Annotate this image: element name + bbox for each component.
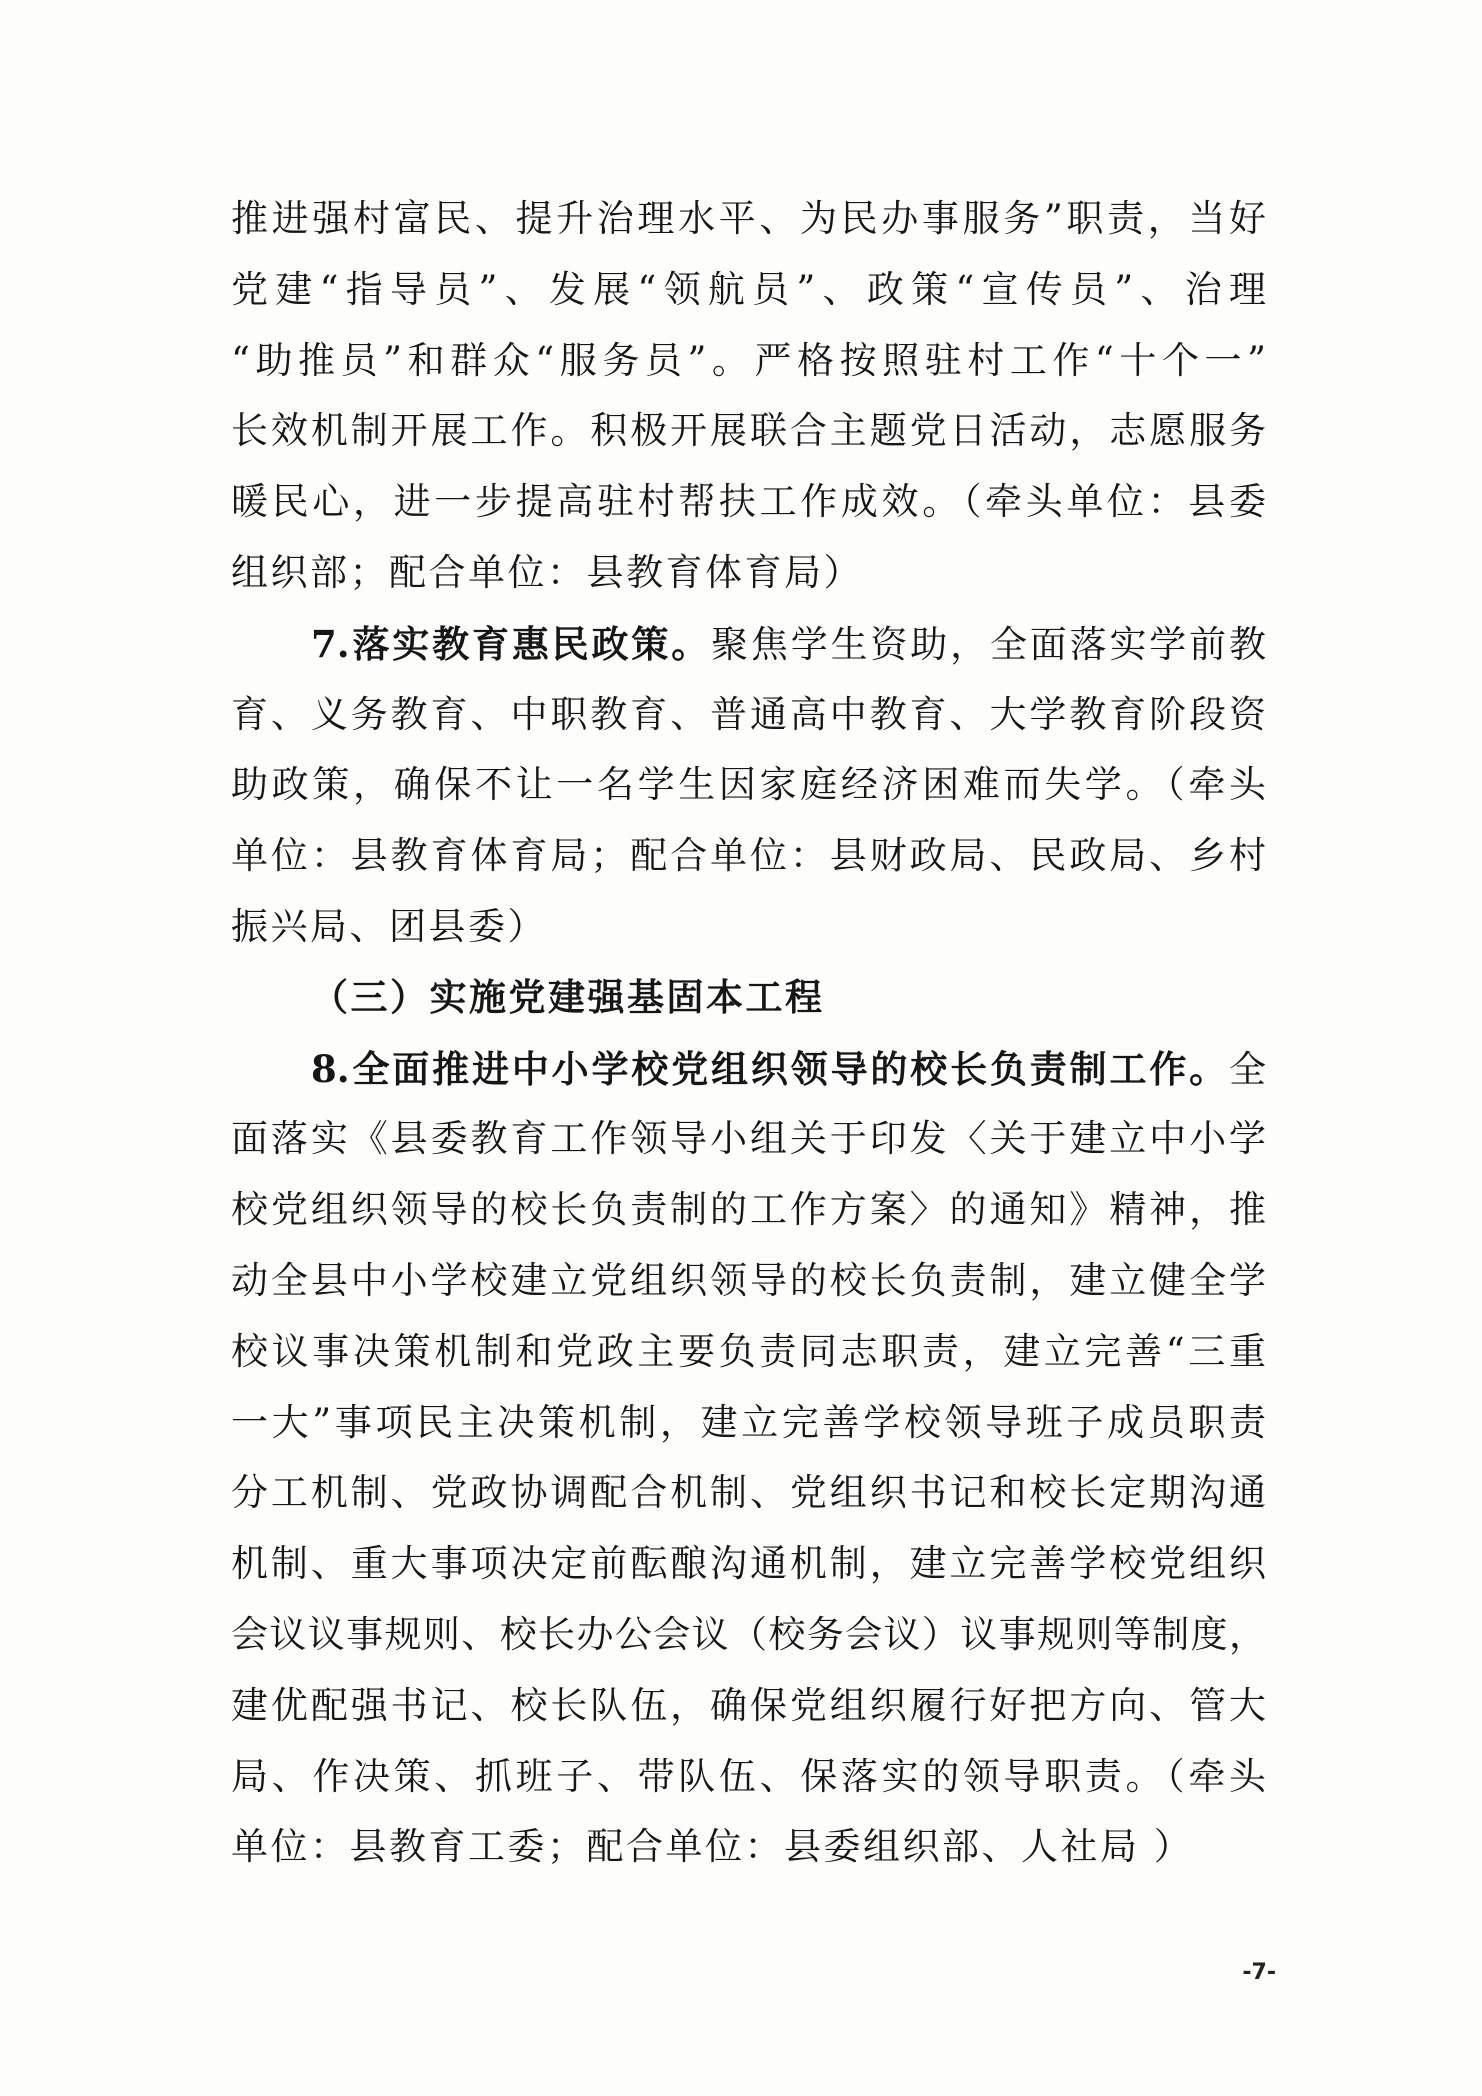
text-line: “助推员”和群众“服务员”。严格按照驻村工作“十个一” [231,338,1266,382]
text-line: 局、作决策、抓班子、带队伍、保落实的领导职责。（牵头 [231,1754,1266,1798]
item-7-first-line [231,609,1266,680]
text-line: 推进强村富民、提升治理水平、为民办事服务”职责，当好 [231,197,1266,240]
text-line: 长效机制开展工作。积极开展联合主题党日活动，志愿服务 [231,409,1266,453]
text-line: 一大”事项民主决策机制，建立完善学校领导班子成员职责 [231,1400,1266,1444]
text-line: 暖民心，进一步提高驻村帮扶工作成效。（牵头单位：县委 [231,480,1266,524]
text-line: 党建“指导员”、发展“领航员”、政策“宣传员”、治理 [231,267,1266,311]
item-7-title: 7.落实教育惠民政策。 [311,621,712,666]
text-line: 校议事决策机制和党政主要负责同志职责，建立完善“三重 [231,1329,1266,1373]
text-line: 单位：县教育体育局；配合单位：县财政局、民政局、乡村 [231,834,1266,878]
text-line: 单位：县教育工委；配合单位：县委组织部、人社局 ） [231,1825,1194,1869]
text-line: 组织部；配合单位：县教育体育局） [231,550,863,594]
text-line: 面落实《县委教育工作领导小组关于印发〈关于建立中小学 [231,1117,1266,1161]
text-run: 全 [1229,1047,1266,1091]
item-8-title: 8.全面推进中小学校党组织领导的校长负责制工作。 [311,1046,1229,1091]
text-run: 聚焦学生资助，全面落实学前教 [711,622,1266,666]
text-line: 动全县中小学校建立党组织领导的校长负责制，建立健全学 [231,1258,1266,1302]
text-line: 助政策，确保不让一名学生因家庭经济困难而失学。（牵头 [231,763,1266,807]
text-line: 会议议事规则、校长办公会议（校务会议）议事规则等制度， [231,1612,1266,1656]
text-line: 育、义务教育、中职教育、普通高中教育、大学教育阶段资 [231,692,1266,736]
page-number: -7- [1242,1960,1276,1985]
section-heading: （三）实施党建强基固本工程 [311,975,825,1019]
text-line: 分工机制、党政协调配合机制、党组织书记和校长定期沟通 [231,1471,1266,1515]
text-line: 振兴局、团县委） [231,904,547,948]
text-line: 机制、重大事项决定前酝酿沟通机制，建立完善学校党组织 [231,1542,1266,1586]
item-8-first-line [231,1034,1266,1105]
document-body [231,184,1266,1883]
text-line: 校党组织领导的校长负责制的工作方案〉的通知》精神，推 [231,1188,1266,1232]
text-line: 建优配强书记、校长队伍，确保党组织履行好把方向、管大 [231,1683,1266,1727]
